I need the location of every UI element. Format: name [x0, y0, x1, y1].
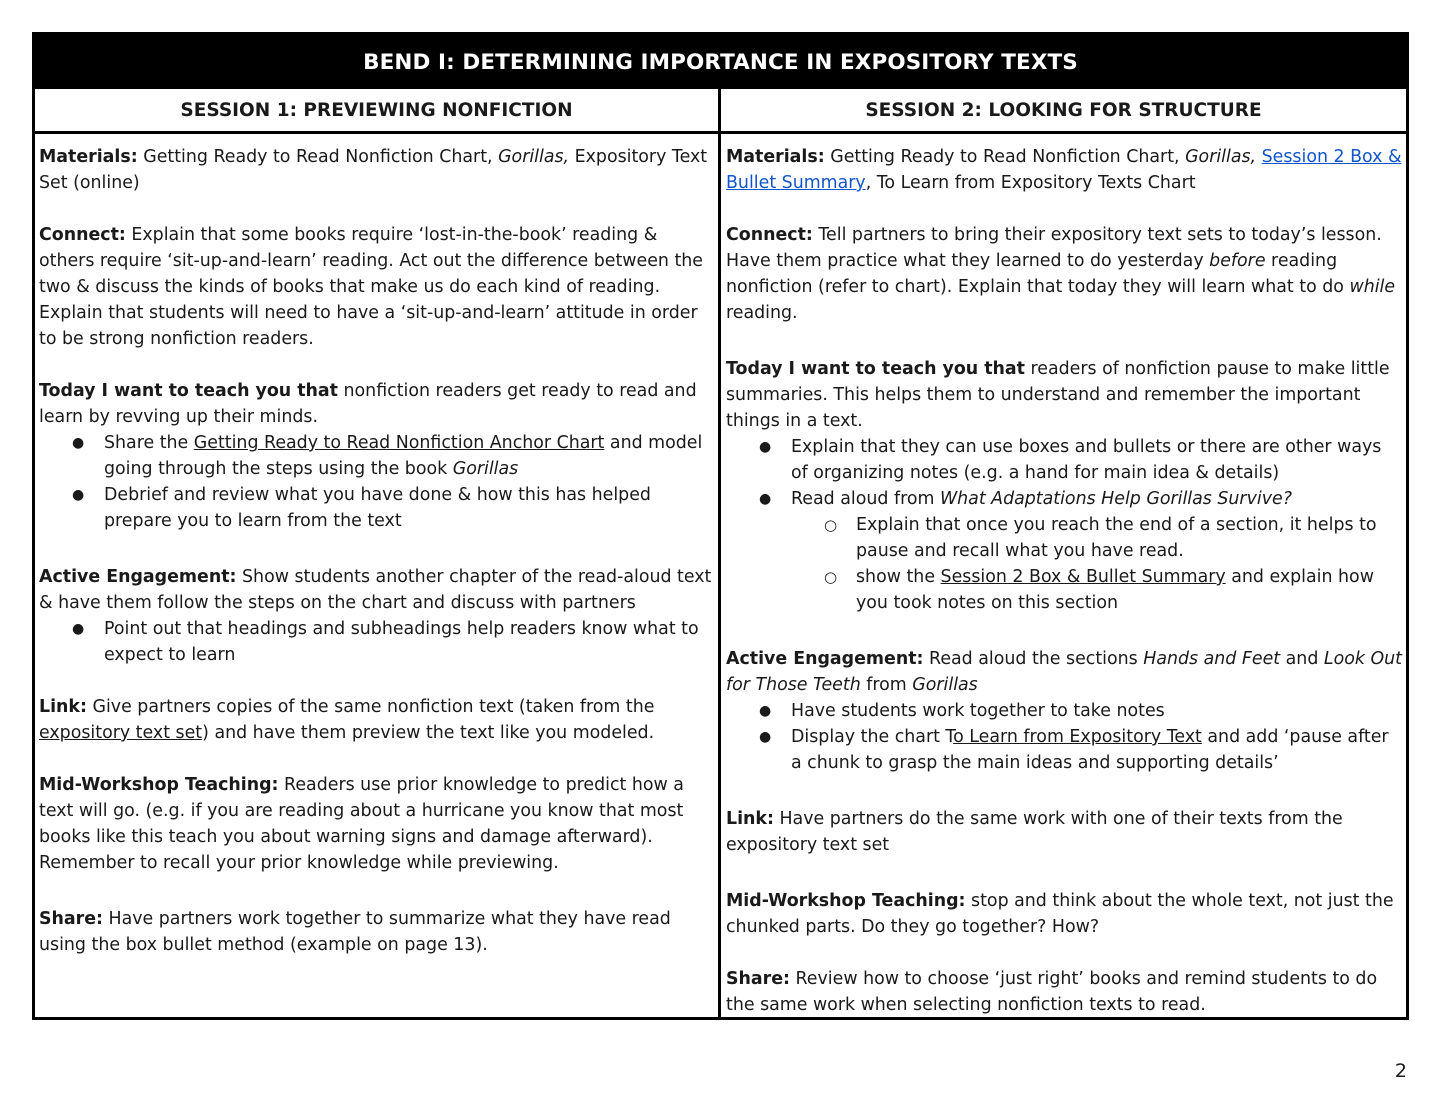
s1-connect: Connect: Explain that some books require ‘lost-in-the-book’ reading & others require ‘sit-up-and-learn’ reading. Act out the difference between the two & discuss the kinds of books that make us do each kind of reading. Explain that students will need to have a ‘sit-up-and-learn’ attitude in order to be strong nonfiction readers. [39, 225, 704, 349]
s2-materials: Materials: Getting Ready to Read Nonfiction Chart, Gorillas, Session 2 Box & Bullet Summary, To Learn from Expository Texts Chart [726, 147, 1402, 193]
s2-mid-workshop: Mid-Workshop Teaching: stop and think about the whole text, not just the chunked parts. Do they go together? How? [726, 891, 1394, 937]
s1-active-engagement: Active Engagement: Show students another chapter of the read-aloud text & have them follow the steps on the chart and discuss with partners [39, 567, 712, 613]
bullet-icon: ● [759, 439, 772, 455]
s1-teaching-bullets [39, 430, 714, 534]
s1-mid-workshop: Mid-Workshop Teaching: Readers use prior knowledge to predict how a text will go. (e.g. if you are reading about a hurricane you know that most books like this teach you about warning signs and damage afterward). Remember to recall your prior knowledge while previewing. [39, 775, 684, 873]
s2-link: Link: Have partners do the same work with one of their texts from the expository text set [726, 809, 1343, 855]
anchor-chart-link[interactable]: Getting Ready to Read Nonfiction Anchor Chart [193, 433, 605, 453]
list-item: ● Debrief and review what you have done & how this has helped prepare you to learn from the text [39, 482, 714, 534]
page-number: 2 [1394, 1060, 1407, 1082]
list-item: ● Display the chart To Learn from Expository Text and add ‘pause after a chunk to grasp the main ideas and supporting details’ [726, 724, 1402, 776]
s2-connect: Connect: Tell partners to bring their expository text sets to today’s lesson. Have them practice what they learned to do yesterday before reading nonfiction (refer to chart). Explain that today they will learn what to do while reading. [726, 225, 1396, 323]
bend-title: BEND I: DETERMINING IMPORTANCE IN EXPOSITORY TEXTS [35, 35, 1406, 89]
session-1-cell [35, 134, 721, 1017]
expository-text-set-link[interactable]: expository text set [39, 723, 203, 743]
session-2-cell [721, 134, 1406, 1017]
s1-materials: Materials: Getting Ready to Read Nonfiction Chart, Gorillas, Expository Text Set (online) [39, 147, 708, 193]
session-body-row [35, 134, 1406, 1017]
s1-link: Link: Give partners copies of the same nonfiction text (taken from the expository text set) and have them preview the text like you modeled. [39, 697, 655, 743]
s1-share: Share: Have partners work together to summarize what they have read using the box bullet method (example on page 13). [39, 909, 671, 955]
session-header-row [35, 89, 1406, 134]
list-item: ● Have students work together to take notes [726, 698, 1402, 724]
bullet-icon: ● [72, 621, 85, 637]
s2-active-engagement: Active Engagement: Read aloud the sections Hands and Feet and Look Out for Those Teeth from Gorillas [726, 649, 1402, 695]
list-item: ○ Explain that once you reach the end of a section, it helps to pause and recall what you have read. [726, 512, 1402, 564]
s2-teaching-point: Today I want to teach you that readers of nonfiction pause to make little summaries. This helps them to understand and remember the important things in a text. [726, 359, 1390, 431]
list-item: ● Point out that headings and subheadings help readers know what to expect to learn [39, 616, 714, 668]
list-item: ● Read aloud from What Adaptations Help Gorillas Survive? [726, 486, 1402, 512]
bullet-icon: ● [759, 729, 772, 745]
list-item: ○ show the Session 2 Box & Bullet Summary and explain how you took notes on this section [726, 564, 1402, 616]
expository-text-chart-link[interactable]: o Learn from Expository Text [953, 727, 1202, 747]
bullet-icon: ● [759, 491, 772, 507]
s2-teaching-subbullets [726, 512, 1402, 616]
list-item: ● Share the Getting Ready to Read Nonfiction Anchor Chart and model going through the steps using the book Gorillas [39, 430, 714, 482]
s2-share: Share: Review how to choose ‘just right’ books and remind students to do the same work when selecting nonfiction texts to read. [726, 969, 1378, 1015]
s2-teaching-bullets [726, 434, 1402, 512]
box-bullet-summary-link[interactable]: Session 2 Box & Bullet Summary [726, 147, 1402, 193]
lesson-plan-table [32, 32, 1409, 1020]
session-2-title: SESSION 2: LOOKING FOR STRUCTURE [865, 99, 1262, 121]
hollow-bullet-icon: ○ [824, 516, 838, 534]
s1-teaching-point: Today I want to teach you that nonfiction readers get ready to read and learn by revving up their minds. [39, 381, 697, 427]
box-bullet-summary-link-2[interactable]: Session 2 Box & Bullet Summary [940, 567, 1226, 587]
hollow-bullet-icon: ○ [824, 568, 838, 586]
session-1-title: SESSION 1: PREVIEWING NONFICTION [35, 89, 721, 131]
bullet-icon: ● [72, 435, 85, 451]
bullet-icon: ● [759, 703, 772, 719]
s2-active-bullets [726, 698, 1402, 776]
list-item: ● Explain that they can use boxes and bullets or there are other ways of organizing notes (e.g. a hand for main idea & details) [726, 434, 1402, 486]
s1-active-bullets [39, 616, 714, 668]
bullet-icon: ● [72, 487, 85, 503]
